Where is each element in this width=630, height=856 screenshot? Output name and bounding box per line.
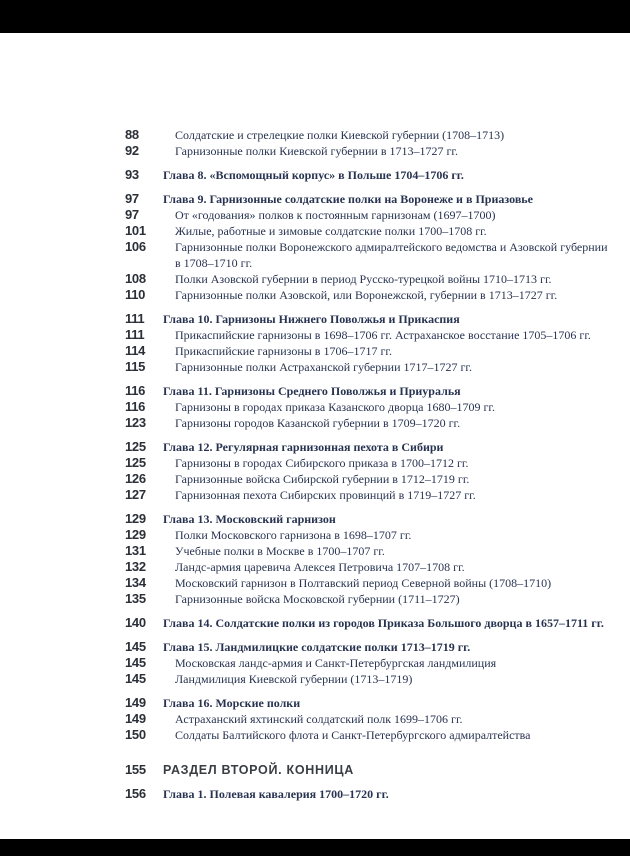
- toc-row-sub: [125, 327, 613, 343]
- entry-title: Глава 13. Московский гарнизон: [163, 512, 336, 526]
- entry-title: Гарнизонные полки Киевской губернии в 1713–1727 гг.: [175, 144, 458, 158]
- page-number: 125: [125, 455, 146, 470]
- page-number: 115: [125, 359, 146, 374]
- entry-title: Прикаспийские гарнизоны в 1698–1706 гг. Астраханское восстание 1705–1706 гг.: [175, 328, 591, 342]
- page-number: 149: [125, 695, 146, 710]
- entry-title: Солдатские и стрелецкие полки Киевской губернии (1708–1713): [175, 128, 505, 142]
- entry-title: Глава 10. Гарнизоны Нижнего Поволжья и Прикаспия: [163, 312, 460, 326]
- page-number: 140: [125, 615, 146, 630]
- toc-row-chapter: [125, 167, 613, 183]
- toc-row-sub: [125, 487, 613, 503]
- page-number: 116: [125, 383, 146, 398]
- page-number: 88: [125, 127, 139, 142]
- entry-title: Гарнизоны в городах Сибирского приказа в 1700–1712 гг.: [175, 456, 469, 470]
- toc-row-chapter: [125, 695, 613, 711]
- toc-row-sub: [125, 543, 613, 559]
- entry-title: Гарнизонные полки Азовской, или Воронежской, губернии в 1713–1727 гг.: [175, 288, 558, 302]
- toc-row-sub: [125, 223, 613, 239]
- toc-row-sub: [125, 271, 613, 287]
- page-number: 150: [125, 727, 146, 742]
- entry-title: Астраханский яхтинский солдатский полк 1699–1706 гг.: [175, 712, 463, 726]
- entry-title: Жилые, работные и зимовые солдатские полки 1700–1708 гг.: [175, 224, 487, 238]
- page-number: 97: [125, 191, 139, 206]
- page-number: 111: [125, 327, 145, 342]
- toc-row-sub: [125, 471, 613, 487]
- entry-title: Гарнизонные полки Воронежского адмиралтейского ведомства и Азовской губернии: [175, 240, 608, 254]
- entry-title: РАЗДЕЛ ВТОРОЙ. КОННИЦА: [163, 763, 354, 777]
- toc-row-chapter: [125, 511, 613, 527]
- toc-row-sub: [125, 575, 613, 591]
- page-number: 145: [125, 639, 146, 654]
- toc-row-sub: [125, 287, 613, 303]
- page-number: 116: [125, 399, 146, 414]
- entry-title: Глава 15. Ландмилицкие солдатские полки 1713–1719 гг.: [163, 640, 471, 654]
- toc-row-sub: [125, 143, 613, 159]
- page-number: 123: [125, 415, 146, 430]
- toc-row-chapter: [125, 786, 613, 802]
- entry-title: От «годования» полков к постоянным гарнизонам (1697–1700): [175, 208, 496, 222]
- entry-title: Учебные полки в Москве в 1700–1707 гг.: [175, 544, 385, 558]
- toc-row-sub: [125, 343, 613, 359]
- page-number: 145: [125, 655, 146, 670]
- page-number: 132: [125, 559, 146, 574]
- entry-title: Гарнизонная пехота Сибирских провинций в 1719–1727 гг.: [175, 488, 476, 502]
- entry-title: Московская ландс-армия и Санкт-Петербургская ландмилиция: [175, 656, 497, 670]
- toc-row-sub: [125, 527, 613, 543]
- page-number: 114: [125, 343, 146, 358]
- entry-title: Ландс-армия царевича Алексея Петровича 1707–1708 гг.: [175, 560, 465, 574]
- top-letterbox-bar: [0, 0, 630, 33]
- page-number: 106: [125, 239, 146, 254]
- toc-row-chapter: [125, 191, 613, 207]
- entry-title: Глава 8. «Вспомощный корпус» в Польше 1704–1706 гг.: [163, 168, 464, 182]
- toc-row-sub: [125, 399, 613, 415]
- entry-title: Глава 1. Полевая кавалерия 1700–1720 гг.: [163, 787, 389, 801]
- page-number: 145: [125, 671, 146, 686]
- toc-row-sub: [125, 559, 613, 575]
- bottom-letterbox-bar: [0, 839, 630, 856]
- toc-row-sub: [125, 455, 613, 471]
- page-number: 129: [125, 511, 146, 526]
- toc-row-sub: [125, 591, 613, 607]
- page-number: 155: [125, 762, 146, 777]
- entry-title: Глава 11. Гарнизоны Среднего Поволжья и Приуралья: [163, 384, 461, 398]
- entry-title: Глава 16. Морские полки: [163, 696, 301, 710]
- toc-row-sub: [125, 127, 613, 143]
- page-number: 97: [125, 207, 139, 222]
- page-number: 131: [125, 543, 146, 558]
- entry-title: Полки Московского гарнизона в 1698–1707 гг.: [175, 528, 412, 542]
- entry-title: Глава 9. Гарнизонные солдатские полки на Воронеже и в Приазовье: [163, 192, 533, 206]
- toc-row-sub: [125, 727, 613, 743]
- page-number: 108: [125, 271, 146, 286]
- page-number: 135: [125, 591, 146, 606]
- page-number: 126: [125, 471, 146, 486]
- toc-row-sub: [125, 359, 613, 375]
- toc-row-chapter: [125, 383, 613, 399]
- toc-row-section: [125, 762, 613, 778]
- entry-title: Ландмилиция Киевской губернии (1713–1719): [175, 672, 413, 686]
- entry-title: Полки Азовской губернии в период Русско-турецкой войны 1710–1713 гг.: [175, 272, 552, 286]
- toc-row-sub: [125, 655, 613, 671]
- entry-title: Гарнизонные полки Астраханской губернии 1717–1727 гг.: [175, 360, 472, 374]
- page-number: 92: [125, 143, 139, 158]
- toc-row-cont: [125, 255, 613, 271]
- toc-row-sub: [125, 239, 613, 255]
- entry-title: Глава 14. Солдатские полки из городов Приказа Большого дворца в 1657–1711 гг.: [163, 616, 604, 630]
- toc-row-chapter: [125, 615, 613, 631]
- toc-row-chapter: [125, 439, 613, 455]
- page-number: 93: [125, 167, 139, 182]
- page-number: 110: [125, 287, 146, 302]
- entry-title: Гарнизоны в городах приказа Казанского дворца 1680–1709 гг.: [175, 400, 495, 414]
- entry-title: Гарнизонные войска Сибирской губернии в 1712–1719 гг.: [175, 472, 470, 486]
- toc-row-sub: [125, 207, 613, 223]
- entry-title: Глава 12. Регулярная гарнизонная пехота в Сибири: [163, 440, 444, 454]
- page-number: 111: [125, 311, 145, 326]
- page-number: 156: [125, 786, 146, 801]
- page-number: 127: [125, 487, 146, 502]
- toc-row-sub: [125, 711, 613, 727]
- page-number: 125: [125, 439, 146, 454]
- table-of-contents: [125, 127, 613, 802]
- toc-row-chapter: [125, 639, 613, 655]
- toc-row-chapter: [125, 311, 613, 327]
- toc-row-sub: [125, 671, 613, 687]
- page-number: 149: [125, 711, 146, 726]
- entry-title: в 1708–1710 гг.: [175, 256, 253, 270]
- entry-title: Московский гарнизон в Полтавский период Северной войны (1708–1710): [175, 576, 552, 590]
- entry-title: Прикаспийские гарнизоны в 1706–1717 гг.: [175, 344, 392, 358]
- entry-title: Солдаты Балтийского флота и Санкт-Петербургского адмиралтейства: [175, 728, 531, 742]
- entry-title: Гарнизоны городов Казанской губернии в 1709–1720 гг.: [175, 416, 461, 430]
- entry-title: Гарнизонные войска Московской губернии (1711–1727): [175, 592, 460, 606]
- page-number: 101: [125, 223, 146, 238]
- toc-row-sub: [125, 415, 613, 431]
- page-number: 129: [125, 527, 146, 542]
- page-number: 134: [125, 575, 146, 590]
